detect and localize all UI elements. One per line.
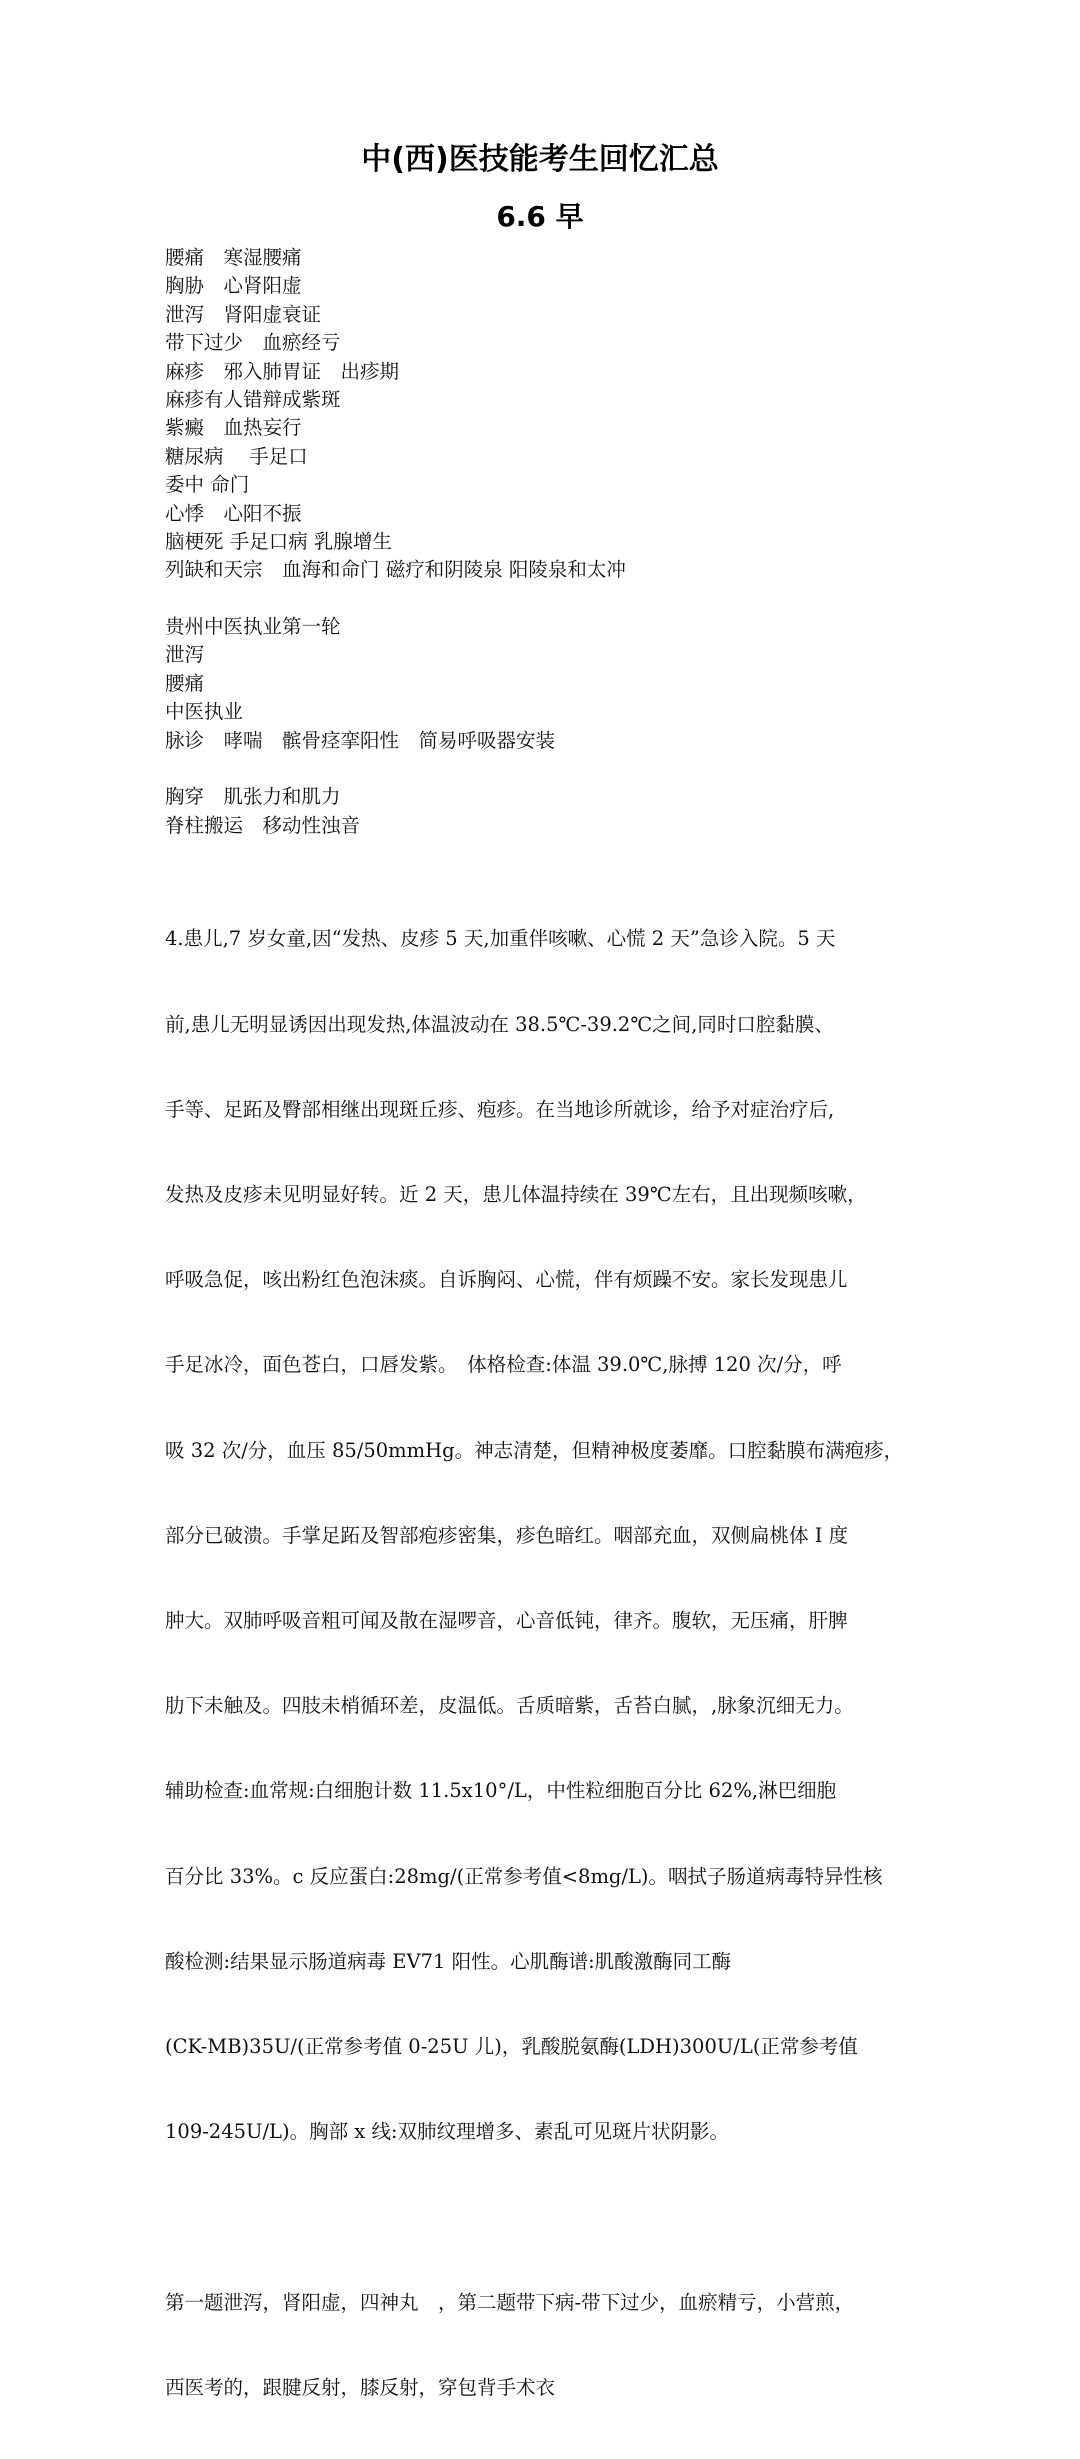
- text-line: 心悸 心阳不振: [165, 501, 302, 525]
- paragraph-gap: [165, 2203, 920, 2231]
- paragraph-gap: [165, 840, 920, 868]
- text-line: 脑梗死 手足口病 乳腺增生: [165, 529, 392, 553]
- case-line: 手等、足跖及臀部相继出现斑丘疹、疱疹。在当地诊所就诊，给予对症治疗后,: [165, 1097, 835, 1121]
- case-line: 呼吸急促，咳出粉红色泡沫痰。自诉胸闷、心慌，伴有烦躁不安。家长发现患儿: [165, 1268, 848, 1292]
- text-line: 糖尿病 手足口: [165, 444, 308, 468]
- text-line: 委中 命门: [165, 473, 250, 497]
- text-line: 带下过少 血瘀经亏: [165, 331, 341, 355]
- document-body: [165, 244, 920, 2459]
- text-line: 腰痛 寒湿腰痛: [165, 246, 302, 269]
- document-title: 中(西)医技能考生回忆汇总: [361, 142, 719, 177]
- case-line: 肿大。双肺呼吸音粗可闻及散在湿啰音，心音低钝，律齐。腹软，无压痛，肝脾: [165, 1609, 848, 1633]
- section-exam-list: [165, 244, 920, 585]
- case-paragraph: [165, 869, 920, 2204]
- text-line: 泄泻 肾阳虚衰证: [165, 302, 322, 326]
- text-line: 中医执业: [165, 700, 244, 724]
- case-line: 百分比 33%。c 反应蛋白:28mg/(正常参考值<8mg/L)。咽拭子肠道病毒特异性核: [165, 1864, 883, 1888]
- case-line: 吸 32 次/分，血压 85/50mmHg。神志清楚，但精神极度萎靡。口腔黏膜布满疱疹，: [165, 1438, 904, 1462]
- case-line: (CK-MB)35U/(正常参考值 0-25U 儿)，乳酸脱氨酶(LDH)300U/L(正常参考值: [165, 2035, 858, 2059]
- case-line: 酸检测:结果显示肠道病毒 EV71 阳性。心肌酶谱:肌酸激酶同工酶: [165, 1949, 732, 1973]
- case-line: 部分已破溃。手掌足跖及智部疱疹密集，疹色暗红。咽部充血，双侧扁桃体 I 度: [165, 1523, 849, 1547]
- paragraph-gap: [165, 585, 920, 613]
- document-subtitle: 6.6 早: [496, 200, 584, 233]
- text-line: 麻疹有人错辩成紫斑: [165, 387, 341, 411]
- text-line: 紫癜 血热妄行: [165, 416, 302, 440]
- text-line: 胸胁 心肾阳虚: [165, 274, 302, 298]
- text-line: 脊柱搬运 移动性浊音: [165, 813, 361, 837]
- case-line: 辅助检查:血常规:白细胞计数 11.5x10°/L，中性粒细胞百分比 62%,淋巴细胞: [165, 1779, 837, 1803]
- text-line: 列缺和天宗 血海和命门 磁疗和阴陵泉 阳陵泉和太冲: [165, 558, 626, 582]
- case-line: 109-245U/L)。胸部 x 线:双肺纹理增多、素乱可见斑片状阴影。: [165, 2120, 730, 2144]
- closing-line: 第一题泄泻，肾阳虚，四神丸 ，第二题带下病-带下过少，血瘀精亏，小营煎，: [165, 2290, 855, 2314]
- text-line: 腰痛: [165, 671, 205, 695]
- closing-line: 西医考的，跟腱反射，膝反射，穿包背手术衣: [165, 2375, 556, 2399]
- case-line: 4.患儿,7 岁女童,因“发热、皮疹 5 天,加重伴咳嗽、心慌 2 天”急诊入院。5 天: [165, 927, 836, 951]
- case-line: 肋下未触及。四肢未梢循环差，皮温低。舌质暗紫，舌苔白腻，,脉象沉细无力。: [165, 1694, 854, 1718]
- text-line: 脉诊 哮喘 髌骨痉挛阳性 简易呼吸器安装: [165, 728, 556, 752]
- section-procedures: [165, 783, 920, 840]
- text-line: 麻疹 邪入肺胃证 出疹期: [165, 359, 400, 383]
- case-line: 前,患儿无明显诱因出现发热,体温波动在 38.5℃-39.2℃之间,同时口腔黏膜、: [165, 1012, 834, 1036]
- section-guizhou: [165, 613, 920, 755]
- text-line: 胸穿 肌张力和肌力: [165, 785, 341, 809]
- text-line: 贵州中医执业第一轮: [165, 615, 341, 639]
- case-line: 手足冰冷，面色苍白，口唇发紫。 体格检查:体温 39.0℃,脉搏 120 次/分，呼: [165, 1353, 842, 1377]
- closing-paragraph: [165, 2232, 920, 2459]
- case-line: 发热及皮疹未见明显好转。近 2 天，患儿体温持续在 39℃左右，且出现频咳嗽，: [165, 1183, 867, 1207]
- text-line: 泄泻: [165, 643, 205, 667]
- paragraph-gap: [165, 755, 920, 783]
